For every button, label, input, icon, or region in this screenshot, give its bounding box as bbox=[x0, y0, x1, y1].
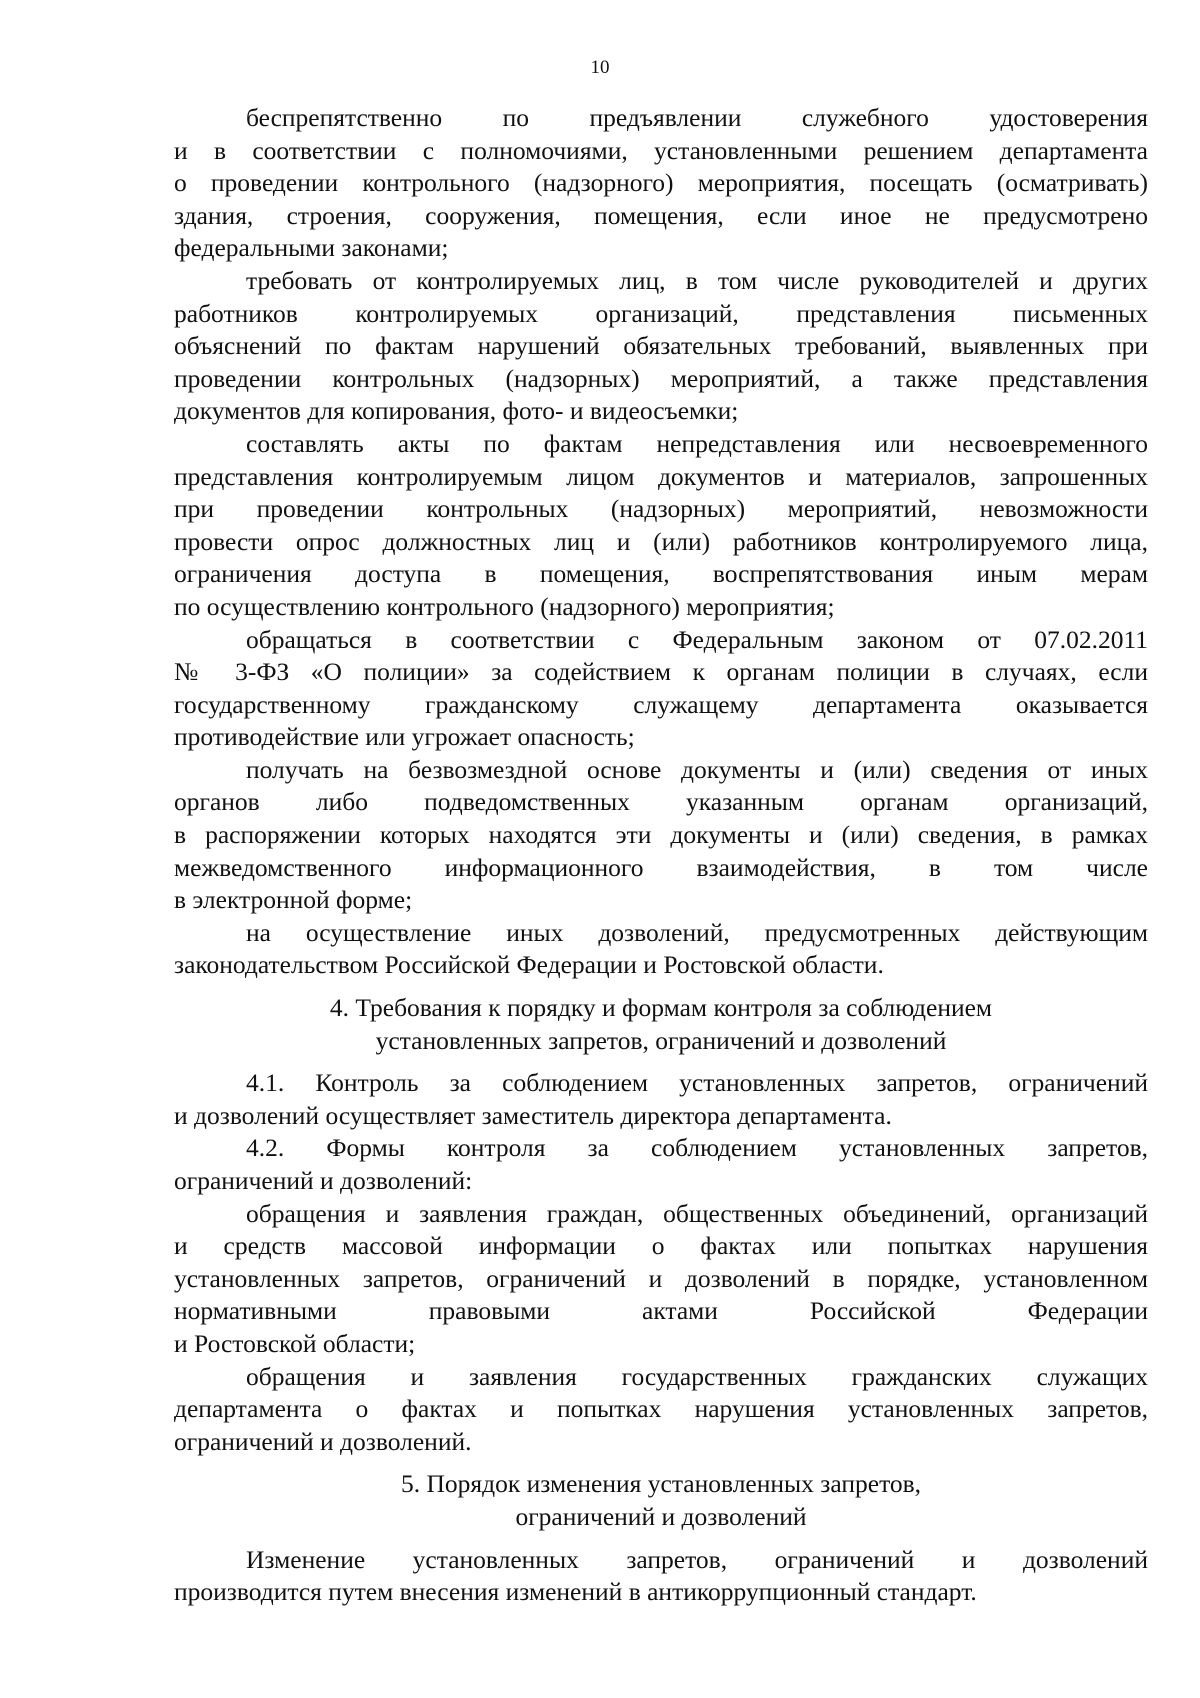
paragraph-line: документов для копирования, фото- и видеосъемки; bbox=[174, 396, 739, 426]
document-body bbox=[174, 102, 1148, 1609]
paragraph-line: государственному гражданскому служащему департамента оказывается bbox=[174, 689, 1148, 719]
section-4-heading-line-1: 4. Требования к порядку и формам контроля за соблюдением bbox=[329, 993, 993, 1023]
paragraph-line: получать на безвозмездной основе документы и (или) сведения от иных bbox=[246, 754, 1148, 784]
paragraph bbox=[174, 1544, 1148, 1609]
section-4-heading bbox=[174, 992, 1148, 1057]
paragraph-line: 4.1. Контроль за соблюдением установленных запретов, ограничений bbox=[246, 1068, 1148, 1098]
paragraph bbox=[174, 428, 1148, 624]
paragraph-line: работников контролируемых организаций, представления письменных bbox=[174, 298, 1148, 328]
paragraph bbox=[174, 1198, 1148, 1361]
paragraph-line: составлять акты по фактам непредставления или несвоевременного bbox=[246, 428, 1148, 458]
paragraph-line: на осуществление иных дозволений, предусмотренных действующим bbox=[246, 917, 1148, 947]
paragraph-line: здания, строения, сооружения, помещения, если иное не предусмотрено bbox=[174, 200, 1148, 230]
paragraph-line: и Ростовской области; bbox=[174, 1328, 416, 1358]
paragraph bbox=[174, 265, 1148, 428]
paragraph-line: ограничений и дозволений: bbox=[174, 1166, 473, 1195]
paragraph bbox=[174, 1132, 1148, 1197]
paragraph-line: в распоряжении которых находятся эти документы и (или) сведения, в рамках bbox=[174, 820, 1148, 850]
paragraph-line: установленных запретов, ограничений и дозволений в порядке, установленном bbox=[174, 1263, 1148, 1293]
paragraph-line: беспрепятственно по предъявлении служебного удостоверения bbox=[246, 103, 1148, 132]
paragraph-line: федеральными законами; bbox=[174, 233, 449, 263]
paragraph-line: и дозволений осуществляет заместитель директора департамента. bbox=[174, 1100, 892, 1130]
page-number: 10 bbox=[590, 57, 610, 78]
paragraph-line: Изменение установленных запретов, ограничений и дозволений bbox=[246, 1544, 1148, 1574]
paragraph-line: при проведении контрольных (надзорных) мероприятий, невозможности bbox=[174, 494, 1148, 524]
paragraph-line: в электронной форме; bbox=[174, 885, 413, 915]
paragraph-line: по осуществлению контрольного (надзорного) мероприятия; bbox=[174, 591, 835, 621]
paragraph-line: 4.2. Формы контроля за соблюдением установленных запретов, bbox=[246, 1133, 1148, 1163]
paragraph-line: провести опрос должностных лиц и (или) работников контролируемого лица, bbox=[174, 526, 1148, 556]
section-5-heading-line-2: ограничений и дозволений bbox=[515, 1501, 807, 1531]
paragraph-line: нормативными правовыми актами Российской Федерации bbox=[174, 1296, 1148, 1326]
paragraph-line: представления контролируемым лицом документов и материалов, запрошенных bbox=[174, 461, 1148, 491]
paragraph-line: и в соответствии с полномочиями, установленными решением департамента bbox=[174, 135, 1148, 165]
paragraph-line: № 3-ФЗ «О полиции» за содействием к органам полиции в случаях, если bbox=[174, 657, 1148, 687]
paragraph bbox=[174, 1067, 1148, 1132]
paragraph bbox=[174, 754, 1148, 917]
section-5-heading bbox=[174, 1468, 1148, 1533]
paragraph-line: обращения и заявления граждан, общественных объединений, организаций bbox=[246, 1198, 1148, 1228]
paragraph-line: требовать от контролируемых лиц, в том числе руководителей и других bbox=[246, 265, 1148, 295]
paragraph bbox=[174, 1361, 1148, 1459]
paragraph-line: ограничения доступа в помещения, воспрепятствования иным мерам bbox=[174, 559, 1148, 589]
paragraph bbox=[174, 102, 1148, 265]
paragraph-line: межведомственного информационного взаимодействия, в том числе bbox=[174, 852, 1148, 882]
section-4-heading-line-2: установленных запретов, ограничений и дозволений bbox=[375, 1025, 947, 1055]
paragraph-line: обращения и заявления государственных гражданских служащих bbox=[246, 1361, 1148, 1391]
paragraph bbox=[174, 917, 1148, 982]
section-5-body bbox=[174, 1544, 1148, 1609]
section-4-body bbox=[174, 1067, 1148, 1458]
paragraph-line: законодательством Российской Федерации и Ростовской области. bbox=[174, 950, 884, 980]
paragraph-line: объяснений по фактам нарушений обязательных требований, выявленных при bbox=[174, 331, 1148, 361]
permissions-list bbox=[174, 102, 1148, 982]
paragraph-line: о проведении контрольного (надзорного) мероприятия, посещать (осматривать) bbox=[174, 168, 1148, 198]
paragraph-line: ограничений и дозволений. bbox=[174, 1426, 472, 1456]
paragraph bbox=[174, 624, 1148, 754]
paragraph-line: производится путем внесения изменений в антикоррупционный стандарт. bbox=[174, 1577, 977, 1607]
paragraph-line: обращаться в соответствии с Федеральным законом от 07.02.2011 bbox=[246, 624, 1148, 654]
paragraph-line: противодействие или угрожает опасность; bbox=[174, 722, 635, 752]
paragraph-line: проведении контрольных (надзорных) мероприятий, а также представления bbox=[174, 363, 1148, 393]
paragraph-line: и средств массовой информации о фактах или попытках нарушения bbox=[174, 1231, 1148, 1261]
paragraph-line: органов либо подведомственных указанным органам организаций, bbox=[174, 787, 1148, 817]
section-5-heading-line-1: 5. Порядок изменения установленных запретов, bbox=[400, 1469, 922, 1499]
paragraph-line: департамента о фактах и попытках нарушения установленных запретов, bbox=[174, 1394, 1148, 1424]
